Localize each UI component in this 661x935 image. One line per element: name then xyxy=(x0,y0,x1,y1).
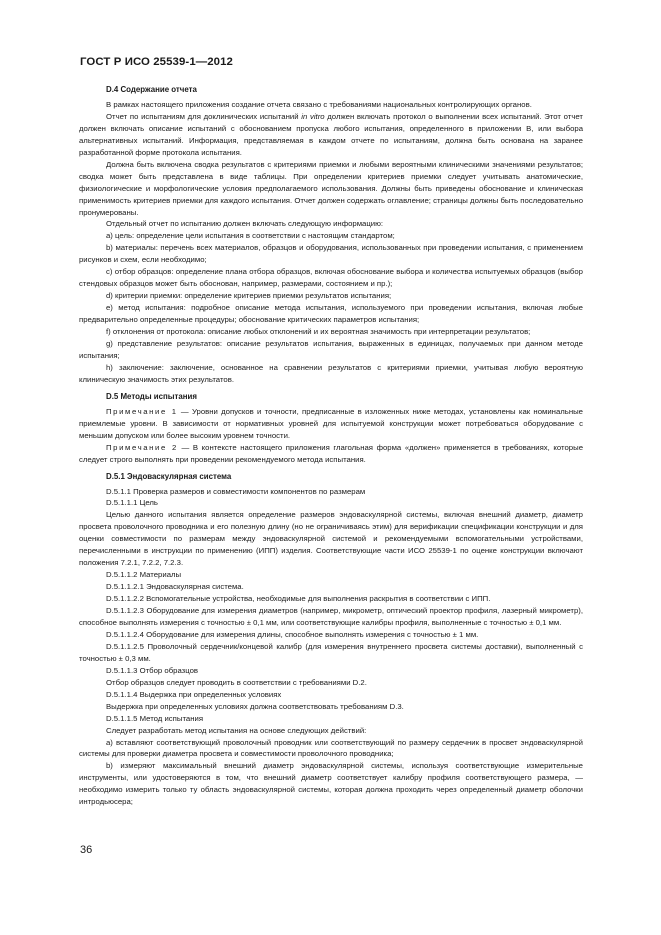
paragraph: D.5.1.1.2.3 Оборудование для измерения диаметров (например, микрометр, оптический проектор профиля, лазерный микрометр), способное выполнять измерения с точностью ± 0,1 мм, или соответствующие калибры профиля, выполненные с точностью ± 0,1 мм. xyxy=(79,606,583,627)
note-text: — В контексте настоящего приложения глагольная форма «должен» применяется в требованиях, которые следует строго выполнять при проведении рекомендуемого метода испытания. xyxy=(79,442,583,464)
list-item: g) представление результатов: описание результатов испытания, выраженных в единицах, получаемых при данном методе испытания; xyxy=(79,339,583,360)
subsection-line: D.5.1.1.1 Цель xyxy=(106,498,158,508)
paragraph: D.5.1.1.2.2 Вспомогательные устройства, необходимые для выполнения раскрытия в соответствии с ИПП. xyxy=(106,594,491,604)
list-item: h) заключение: заключение, основанное на сравнении результатов с критериями приемки, учитывая любую вероятную клиническую значимость этих результатов. xyxy=(79,362,583,384)
paragraph: Должна быть включена сводка результатов с критериями приемки и любыми вероятными клиническими значениями результатов; сводка может быть представлена в виде таблицы. При определении критериев приемки следует учитывать анатомические, физиологические и морфологические условия предполагаемого использования. Должны быть приведены обоснование и клиническая применимость критериев приемки для каждого испытания. Отчет должен содержать оглавление; страницы должны быть последовательно пронумерованы. xyxy=(79,159,583,217)
paragraph: Отдельный отчет по испытанию должен включать следующую информацию: xyxy=(106,219,384,229)
paragraph: Выдержка при определенных условиях должна соответствовать требованиям D.3. xyxy=(106,701,404,711)
section-heading-d5: D.5 Методы испытания xyxy=(106,391,197,401)
note-label: Примечание 1 xyxy=(106,406,178,416)
note-label: Примечание 2 xyxy=(106,442,178,452)
document-body xyxy=(79,84,583,808)
note xyxy=(79,442,583,466)
list-item: f) отклонения от протокола: описание любых отклонений и их вероятная значимость при интерпретации результатов; xyxy=(106,327,531,337)
paragraph: D.5.1.1.2.4 Оборудование для измерения длины, способное выполнять измерения с точностью ± 1 мм. xyxy=(106,629,479,639)
paragraph: Следует разработать метод испытания на основе следующих действий: xyxy=(106,725,367,735)
section-heading-d4: D.4 Содержание отчета xyxy=(106,85,197,94)
list-item: а) цель: определение цели испытания в соответствии с настоящим стандартом; xyxy=(106,231,395,241)
subsection-line: D.5.1.1.4 Выдержка при определенных условиях xyxy=(106,689,282,699)
subsection-line: D.5.1.1 Проверка размеров и совместимости компонентов по размерам xyxy=(106,486,366,496)
note xyxy=(79,406,583,442)
subsection-line: D.5.1.1.2 Материалы xyxy=(106,570,182,580)
page-number: 36 xyxy=(80,844,93,856)
text-run: должен включать протокол о выполнении всех испытаний. Этот отчет должен включать описание испытаний с обоснованием пропуска любого испытания, определенного в приложении В, или выбора альтернативных испытаний. Информация, представляемая в каждом отчете по испытаниям, должна быть основана на заранее разработанной форме протокола испытания. xyxy=(79,111,583,157)
subsection-line: D.5.1.1.5 Метод испытания xyxy=(106,713,204,723)
list-item: е) метод испытания: подробное описание метода испытания, используемого при проведении испытания, включая любые предварительно определенные процедуры; обоснование критических параметров испытания; xyxy=(79,303,583,325)
paragraph: D.5.1.1.2.1 Эндоваскулярная система. xyxy=(106,582,244,592)
italic-term: in vitro xyxy=(301,111,325,121)
section-heading-d51: D.5.1 Эндоваскулярная система xyxy=(106,471,232,481)
paragraph xyxy=(79,111,583,159)
paragraph: Отбор образцов следует проводить в соответствии с требованиями D.2. xyxy=(106,677,367,687)
paragraph: В рамках настоящего приложения создание отчета связано с требованиями национальных контролирующих органов. xyxy=(106,99,532,109)
text-run: Отчет по испытаниям для доклинических испытаний xyxy=(106,111,302,121)
list-item: d) критерии приемки: определение критериев приемки результатов испытания; xyxy=(106,291,392,301)
paragraph: D.5.1.1.2.5 Проволочный сердечник/концевой калибр (для измерения внутреннего просвета системы доставки), выполненный с точностью ± 0,3 мм. xyxy=(79,641,583,663)
list-item: с) отбор образцов: определение плана отбора образцов, включая обоснование выбора и количества испытуемых образцов (выбор стендовых образцов может быть обоснован, например, размерами, состоянием и пр.); xyxy=(79,267,583,289)
list-item: b) материалы: перечень всех материалов, образцов и оборудования, использованных при проведении испытания, с применением рисунков и схем, если необходимо; xyxy=(79,243,583,265)
document-header: ГОСТ Р ИСО 25539-1—2012 xyxy=(80,56,233,68)
note-text: — Уровни допусков и точности, предписанные в изложенных ниже методах, установлены как номинальные приемлемые уровни. В зависимости от нормативных уровней для испытуемой конструкции может потребоваться оборудование с меньшим допуском или более высоким уровнем точности. xyxy=(79,406,583,440)
list-item: b) измеряют максимальный внешний диаметр эндоваскулярной системы, используя соответствующие измерительные инструменты, или удостоверяются в том, что внешний диаметр соответствует калибру профиля соответствующего размера, — необходимо измерить только ту область эндоваскулярной системы, которая должна проходить через определенный диаметр оболочки интродьюсера; xyxy=(79,761,583,807)
list-item: а) вставляют соответствующий проволочный проводник или соответствующий по размеру сердечник в просвет эндоваскулярной системы для проверки диаметра просвета и совместимости проволочного проводника; xyxy=(79,737,583,759)
paragraph: Целью данного испытания является определение размеров эндоваскулярной системы, включая внешний диаметр, диаметр просвета проволочного проводника и его полезную длину (но не ограничиваясь этим) для верификации спецификации конструкции и для оценки совместимости по размерам между эндоваскулярной системой и рекомендуемыми вспомогательными устройствами, перечисленными в инструкции по применению (ИПП) изделия. Соответствующие части ИСО 25539-1 по оценке конструкции включают положения 7.2.1, 7.2.2, 7.2.3. xyxy=(79,510,583,568)
subsection-line: D.5.1.1.3 Отбор образцов xyxy=(106,665,199,675)
